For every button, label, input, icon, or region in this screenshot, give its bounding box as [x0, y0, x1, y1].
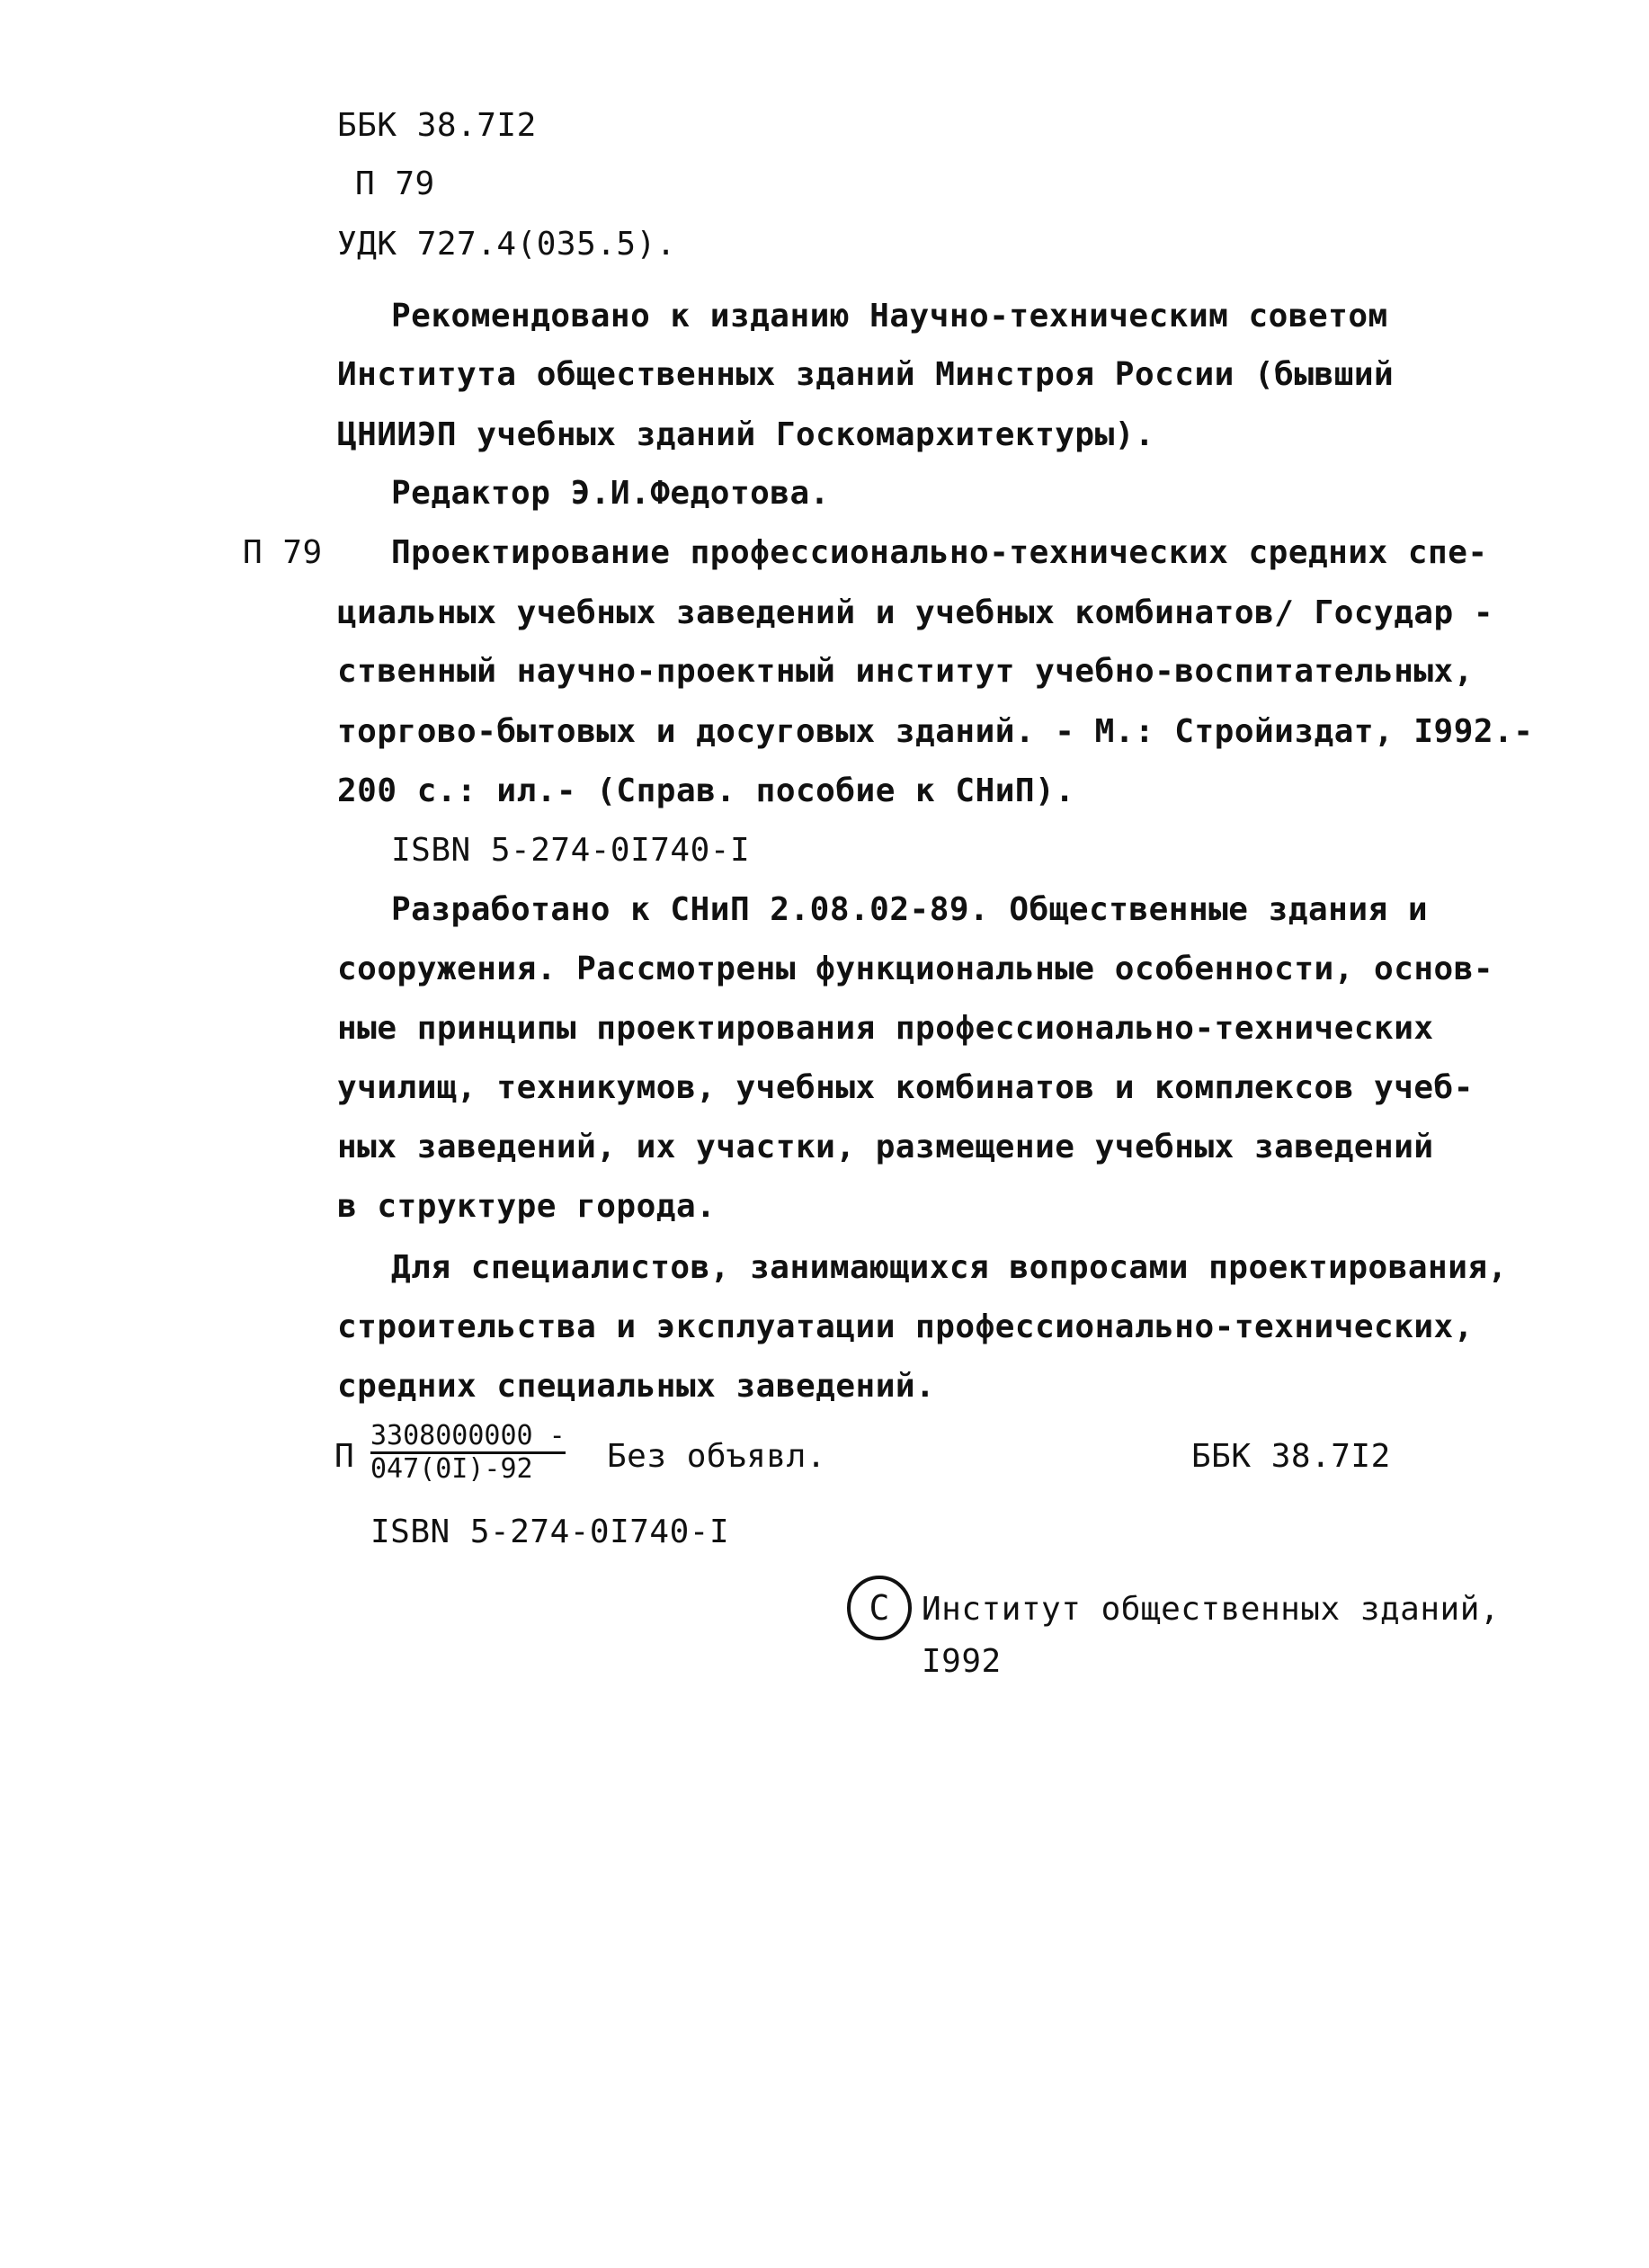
annotation-line: ных заведений, их участки, размещение учебных заведений: [337, 1129, 1434, 1165]
audience-line: средних специальных заведений.: [337, 1368, 936, 1405]
imprint-note: Без объявл.: [607, 1438, 826, 1475]
copyright-year: I992: [922, 1643, 1002, 1680]
biblio-line: 200 с.: ил.- (Справ. пособие к СНиП).: [337, 772, 1075, 809]
imprint-fraction: [370, 1420, 566, 1485]
imprint-denominator: 047(0I)-92: [370, 1453, 533, 1485]
annotation-line: сооружения. Рассмотрены функциональные особенности, основ-: [337, 951, 1494, 987]
recommendation-line: Института общественных зданий Минстроя России (бывший: [337, 356, 1395, 393]
annotation-line: в структуре города.: [337, 1188, 717, 1225]
biblio-line: циальных учебных заведений и учебных комбинатов/ Государ -: [337, 594, 1494, 631]
annotation-line: Разработано к СНиП 2.08.02-89. Общественные здания и: [391, 891, 1429, 928]
editor-line: Редактор Э.И.Федотова.: [391, 475, 830, 512]
copyright-holder: Институт общественных зданий,: [922, 1591, 1501, 1628]
annotation-line: ные принципы проектирования профессионально-технических: [337, 1010, 1434, 1047]
audience-line: Для специалистов, занимающихся вопросами проектирования,: [391, 1249, 1508, 1286]
index-code: П 79: [355, 165, 435, 202]
imprint-prefix: П: [334, 1438, 355, 1475]
udk-code: УДК 727.4(035.5).: [337, 226, 676, 263]
bbk-code: ББК 38.7I2: [337, 107, 537, 144]
audience-line: строительства и эксплуатации профессионально-технических,: [337, 1308, 1474, 1345]
recommendation-line: ЦНИИЭП учебных зданий Госкомархитектуры).: [337, 416, 1155, 453]
biblio-line: Проектирование профессионально-технических средних спе-: [391, 534, 1488, 571]
imprint-numerator: 3308000000 -: [370, 1423, 566, 1454]
biblio-index: П 79: [243, 534, 323, 571]
imprint-bbk: ББК 38.7I2: [1191, 1438, 1391, 1475]
biblio-line: торгово-бытовых и досуговых зданий. - М.: Стройиздат, I992.-: [337, 713, 1534, 750]
copyright-symbol: С: [847, 1576, 912, 1640]
biblio-line: ственный научно-проектный институт учебно-воспитательных,: [337, 653, 1474, 690]
annotation-line: училищ, техникумов, учебных комбинатов и комплексов учеб-: [337, 1069, 1474, 1106]
biblio-isbn: ISBN 5-274-0I740-I: [391, 832, 751, 869]
imprint-isbn: ISBN 5-274-0I740-I: [370, 1513, 730, 1550]
recommendation-line: Рекомендовано к изданию Научно-техническим советом: [391, 298, 1388, 335]
